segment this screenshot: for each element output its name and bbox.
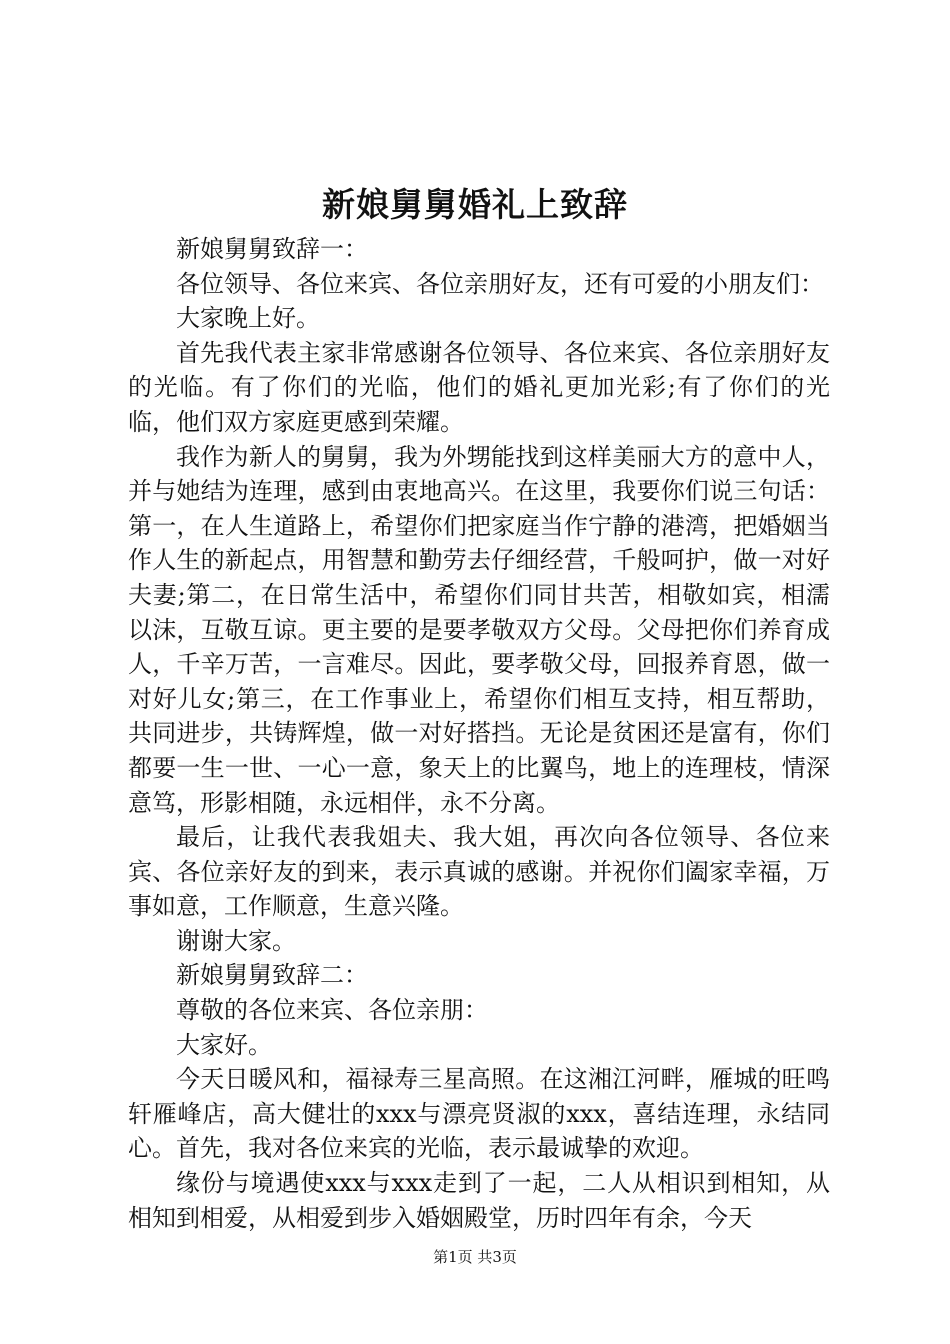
- paragraph: 首先我代表主家非常感谢各位领导、各位来宾、各位亲朋好友的光临。有了你们的光临，他们的婚礼更加光彩;有了你们的光临，他们双方家庭更感到荣耀。: [128, 338, 830, 436]
- page-footer: 第1页 共3页: [433, 1248, 517, 1266]
- paragraph: 最后，让我代表我姐夫、我大姐，再次向各位领导、各位来宾、各位亲好友的到来，表示真诚的感谢。并祝你们阖家幸福，万事如意，工作顺意，生意兴隆。: [128, 823, 830, 921]
- paragraph: 各位领导、各位来宾、各位亲朋好友，还有可爱的小朋友们：: [176, 269, 824, 298]
- paragraph: 谢谢大家。: [176, 926, 296, 955]
- paragraph: 新娘舅舅致辞二：: [176, 961, 368, 990]
- paragraph: 我作为新人的舅舅，我为外甥能找到这样美丽大方的意中人，并与她结为连理，感到由衷地高兴。在这里，我要你们说三句话：第一，在人生道路上，希望你们把家庭当作宁静的港湾，把婚姻当作人生的新起点，用智慧和勤劳去仔细经营，千般呵护，做一对好夫妻;第二，在日常生活中，希望你们同甘共苦，相敬如宾，相濡以沫，互敬互谅。更主要的是要孝敬双方父母。父母把你们养育成人，千辛万苦，一言难尽。因此，要孝敬父母，回报养育恩，做一对好儿女;第三，在工作事业上，希望你们相互支持，相互帮助，共同进步，共铸辉煌，做一对好搭挡。无论是贫困还是富有，你们都要一生一世、一心一意，象天上的比翼鸟，地上的连理枝，情深意笃，形影相随，永远相伴，永不分离。: [128, 442, 830, 817]
- document-title: 新娘舅舅婚礼上致辞: [322, 185, 628, 224]
- paragraph: 尊敬的各位来宾、各位亲朋：: [176, 996, 488, 1025]
- paragraph: 今天日暖风和，福禄寿三星高照。在这湘江河畔，雁城的旺鸣轩雁峰店，高大健壮的xxx与漂亮贤淑的xxx，喜结连理，永结同心。首先，我对各位来宾的光临，表示最诚挚的欢迎。: [128, 1065, 830, 1163]
- document-body: [128, 232, 830, 1235]
- paragraph: 大家好。: [176, 1030, 272, 1059]
- paragraph: 新娘舅舅致辞一：: [176, 235, 368, 263]
- paragraph: 大家晚上好。: [176, 304, 320, 333]
- paragraph: 缘份与境遇使xxx与xxx走到了一起，二人从相识到相知，从相知到相爱，从相爱到步入婚姻殿堂，历时四年有余，今天: [128, 1169, 830, 1232]
